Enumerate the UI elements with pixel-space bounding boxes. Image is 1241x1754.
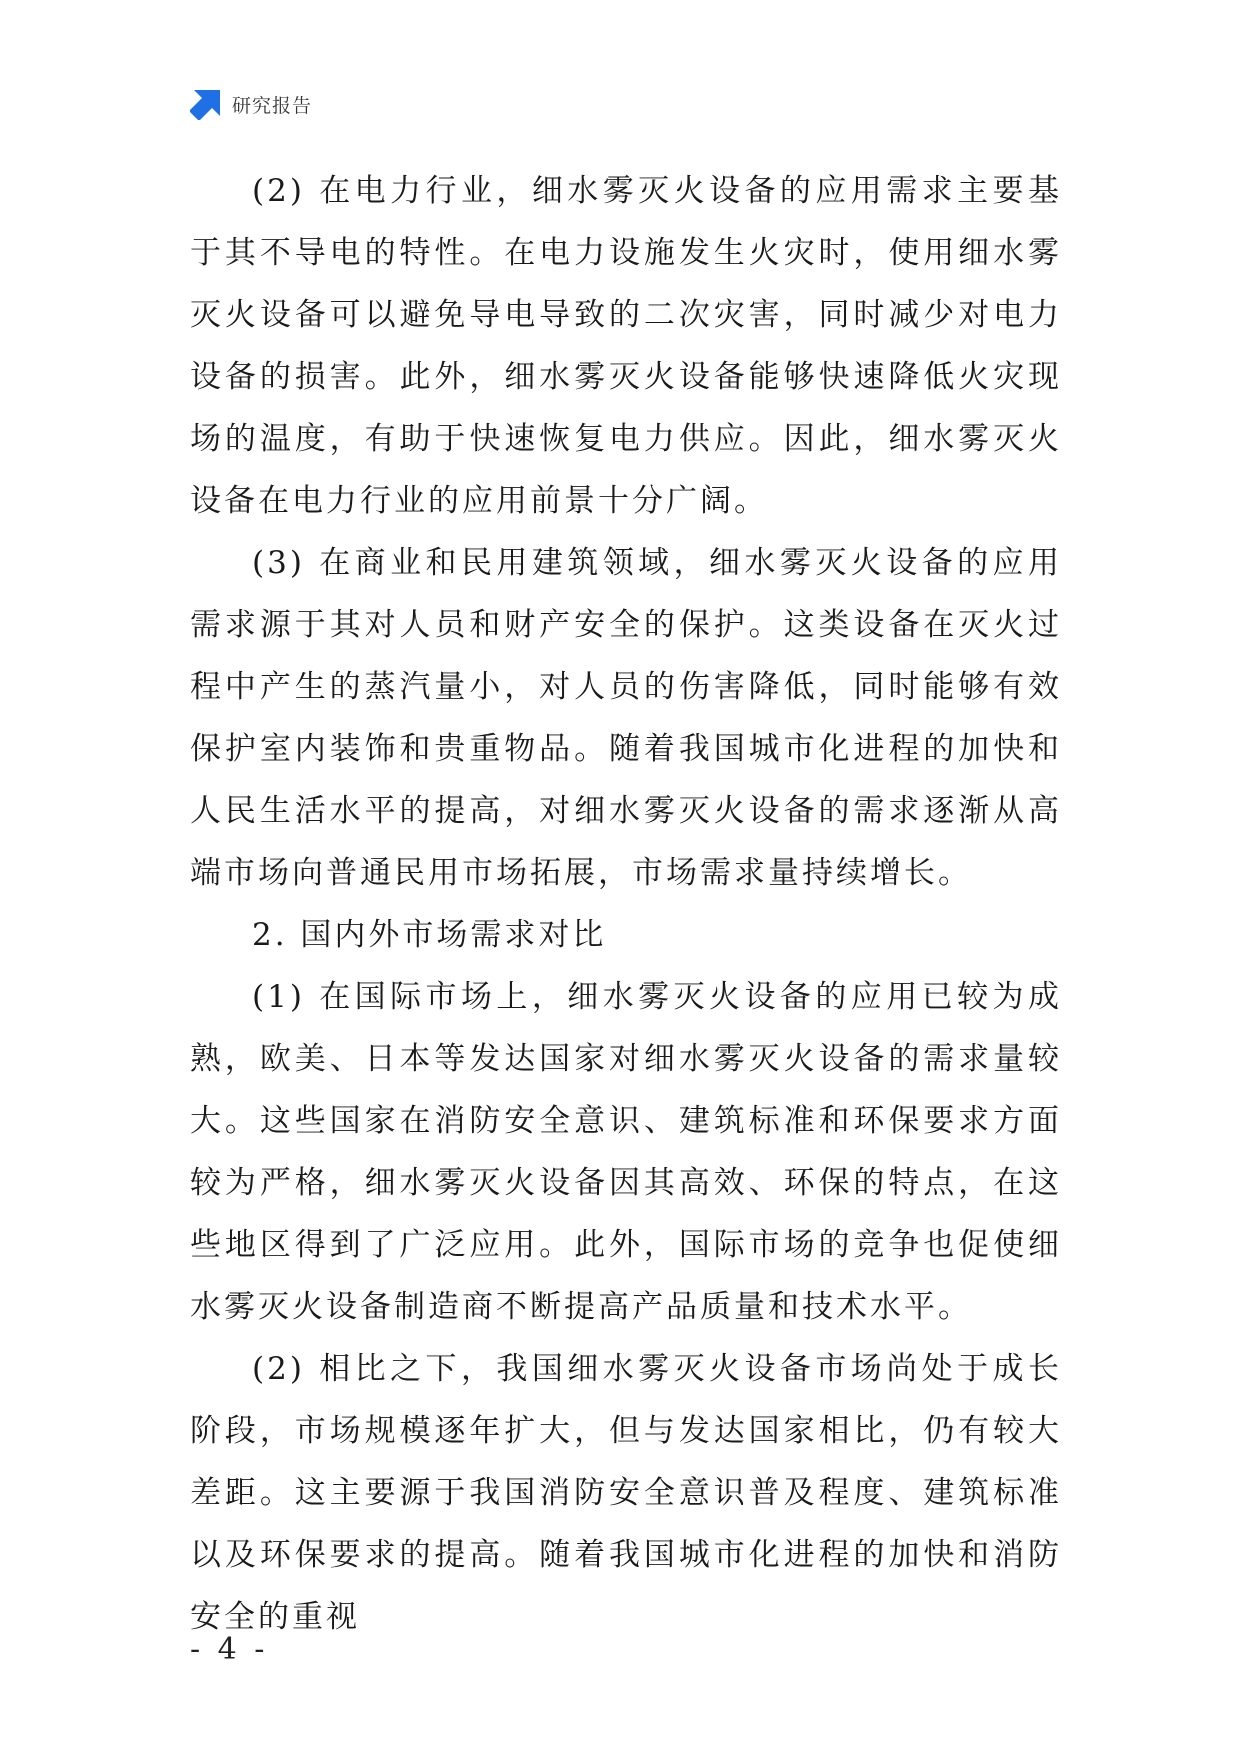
- page-number: - 4 -: [190, 1632, 269, 1667]
- document-body: [190, 160, 1062, 1648]
- paragraph-domestic-market: (2) 相比之下，我国细水雾灭火设备市场尚处于成长阶段，市场规模逐年扩大，但与发达国家相比，仍有较大差距。这主要源于我国消防安全意识普及程度、建筑标准以及环保要求的提高。随着我国城市化进程的加快和消防安全的重视: [190, 1351, 1062, 1635]
- paragraph-international-market: (1) 在国际市场上，细水雾灭火设备的应用已较为成熟，欧美、日本等发达国家对细水雾灭火设备的需求量较大。这些国家在消防安全意识、建筑标准和环保要求方面较为严格，细水雾灭火设备因其高效、环保的特点，在这些地区得到了广泛应用。此外，国际市场的竞争也促使细水雾灭火设备制造商不断提高产品质量和技术水平。: [190, 979, 1062, 1325]
- section-heading: 2. 国内外市场需求对比: [252, 917, 607, 953]
- paragraph-power-industry: (2) 在电力行业，细水雾灭火设备的应用需求主要基于其不导电的特性。在电力设施发生火灾时，使用细水雾灭火设备可以避免导电导致的二次灾害，同时减少对电力设备的损害。此外，细水雾灭火设备能够快速降低火灾现场的温度，有助于快速恢复电力供应。因此，细水雾灭火设备在电力行业的应用前景十分广阔。: [190, 173, 1062, 519]
- paragraph-commercial-buildings: (3) 在商业和民用建筑领域，细水雾灭火设备的应用需求源于其对人员和财产安全的保护。这类设备在灭火过程中产生的蒸汽量小，对人员的伤害降低，同时能够有效保护室内装饰和贵重物品。随着我国城市化进程的加快和人民生活水平的提高，对细水雾灭火设备的需求逐渐从高端市场向普通民用市场拓展，市场需求量持续增长。: [190, 545, 1062, 891]
- arrow-up-right-logo-icon: [190, 88, 222, 120]
- page-header: [190, 88, 312, 120]
- header-title: 研究报告: [232, 94, 313, 117]
